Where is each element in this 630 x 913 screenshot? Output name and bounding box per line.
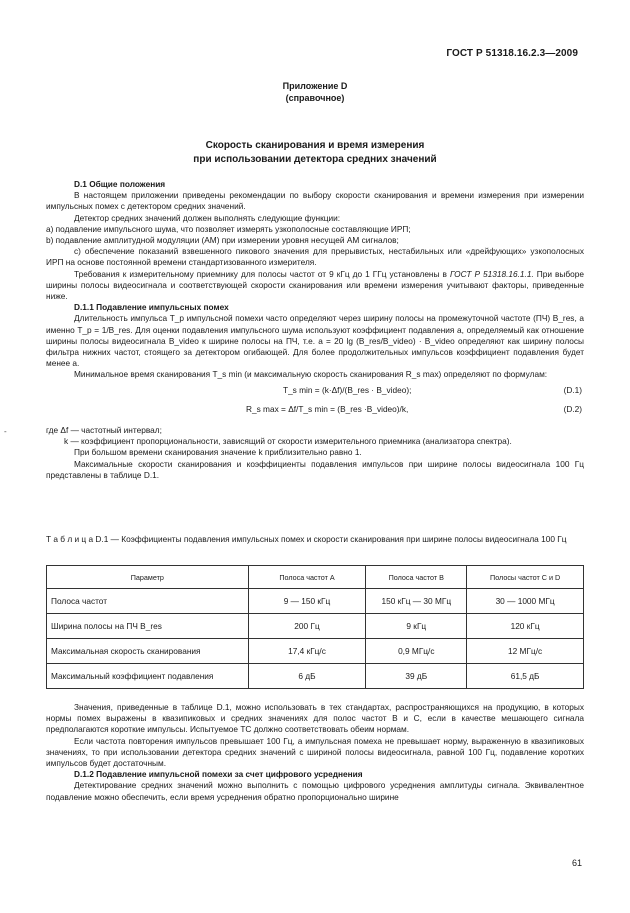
table-cell: 9 кГц <box>366 614 467 639</box>
table-cell: 6 дБ <box>248 664 366 689</box>
table-cell: 30 — 1000 МГц <box>467 589 584 614</box>
d1-para2: Детектор средних значений должен выполнять следующие функции: <box>74 212 341 223</box>
d1-item-a: а) подавление импульсного шума, что позволяет измерять узкополосные составляющие ИРП; <box>46 223 411 234</box>
table-header-cell: Полоса частот В <box>366 566 467 589</box>
table-cell: 61,5 дБ <box>467 664 584 689</box>
appendix-title: Приложение D <box>282 81 348 91</box>
d1-para3: Требования к измерительному приемнику для полосы частот от 9 кГц до 1 ГГц установлены в ГОСТ Р 51318.16.1.1. При выборе ширины полосы видеосигнала и соответствующей скорости сканирования или времени измерения учитывают факторы, приведенные ниже. <box>46 268 584 302</box>
d1-para1: В настоящем приложении приведены рекомендации по выбору скорости сканирования и времени измерения при измерении импульсных помех с детектором средних значений. <box>46 190 584 212</box>
after-para1: Значения, приведенные в таблице D.1, можно использовать в тех стандартах, распространяющихся на продукцию, в которых нормы помех выражены в квазипиковых и средних значениях для полос частот В и С, если в качестве мешающего сигнала предполагаются короткие импульсы. Испытуемое ТС должно соответствовать обеим нормам. <box>46 702 584 735</box>
d11-para2: Минимальное время сканирования T_s min (и максимальную скорость сканирования R_s max) определяют по формулам: <box>74 369 548 380</box>
formula-d1-number: (D.1) <box>563 385 582 395</box>
table-cell: 39 дБ <box>366 664 467 689</box>
table-header-cell: Параметр <box>47 566 249 589</box>
table-cell: 120 кГц <box>467 614 584 639</box>
after-para2: Если частота повторения импульсов превышает 100 Гц, а импульсная помеха не превышает норму, выраженную в квазипиковых значениях, то при использовании детектора средних значений с шириной полосы видеосигнала, равной 100 Гц, подавление коротких импульсов будет достаточным. <box>46 735 584 769</box>
where-line1: где Δf — частотный интервал; <box>46 425 162 435</box>
table-cell: Максимальная скорость сканирования <box>47 639 249 664</box>
d11-heading: D.1.1 Подавление импульсных помех <box>74 302 229 313</box>
gost-reference: ГОСТ Р 51318.16.1.1. <box>449 268 534 279</box>
where-line2: k — коэффициент пропорциональности, зависящий от скорости измерительного приемника (анализатора спектра). <box>64 436 512 447</box>
table-d1 <box>46 565 584 689</box>
table-cell: 17,4 кГц/с <box>248 639 366 664</box>
table-cell: 12 МГц/с <box>467 639 584 664</box>
table-cell: 200 Гц <box>248 614 366 639</box>
d11-para1: Длительность импульса T_p импульсной помехи часто определяют через ширину полосы на промежуточной частоте (ПЧ) B_res, а именно T_p = 1/B_res. Для оценки подавления импульсного шума используют коэффициент подавления a, определяемый как отношение ширины полосы видеосигнала B_video к ширине полосы на ПЧ, т.е. a = 20 lg (B_res/B_video) · B_video определяют как ширину полосы фильтра нижних частот, стоящего за детектором огибающей. Для более продолжительных импульсов коэффициент подавления будет менее a. <box>46 313 584 369</box>
table-row <box>47 639 584 664</box>
table-cell: Полоса частот <box>47 589 249 614</box>
table-cell: 0,9 МГц/с <box>366 639 467 664</box>
table-header-cell: Полосы частот С и D <box>467 566 584 589</box>
standard-header: ГОСТ Р 51318.16.2.3—2009 <box>446 48 578 59</box>
table-row <box>47 664 584 689</box>
table-cell: 9 — 150 кГц <box>248 589 366 614</box>
d12-heading: D.1.2 Подавление импульсной помехи за счет цифрового усреднения <box>74 769 363 780</box>
section-title-line1: Скорость сканирования и время измерения <box>205 140 425 151</box>
section-title-line2: при использовании детектора средних значений <box>193 154 437 165</box>
table-caption: Т а б л и ц а D.1 — Коэффициенты подавления импульсных помех и скорости сканирования при ширине полосы видеосигнала 100 Гц <box>46 534 567 544</box>
d11-para3: При большом времени сканирования значение k приблизительно равно 1. <box>74 447 362 458</box>
table-cell: 150 кГц — 30 МГц <box>366 589 467 614</box>
table-cell: Максимальный коэффициент подавления <box>47 664 249 689</box>
table-header-row <box>47 566 584 589</box>
d1-item-c: с) обеспечение показаний взвешенного пикового значения для прерывистых, нестабильных или «дрейфующих» узкополосных ИРП на основе постоянной времени стандартизованного измерителя. <box>46 246 584 268</box>
section-d1 <box>46 179 584 381</box>
appendix-subtitle: (справочное) <box>285 93 345 103</box>
after-table <box>46 702 584 803</box>
where-block <box>46 425 584 481</box>
formula-d2: R_s max = Δf/T_s min = (B_res ·B_video)/k, <box>246 404 409 414</box>
d11-para4: Максимальные скорости сканирования и коэффициенты подавления импульсов при ширине полосы видеосигнала 100 Гц представлены в таблице D.1. <box>46 458 584 480</box>
d12-para1: Детектирование средних значений можно выполнить с помощью цифрового усреднения амплитуды сигнала. Эквивалентное подавление можно обеспечить, если время усреднения обратно пропорционально ширине <box>46 780 584 802</box>
table-row <box>47 589 584 614</box>
d1-heading: D.1 Общие положения <box>74 179 166 189</box>
table-row <box>47 614 584 639</box>
table-header-cell: Полоса частот А <box>248 566 366 589</box>
d1-item-b: b) подавление амплитудной модуляции (АМ) при измерении уровня несущей АМ сигналов; <box>46 235 399 246</box>
table-cell: Ширина полосы на ПЧ B_res <box>47 614 249 639</box>
formula-d1: T_s min = (k·Δf)/(B_res · B_video); <box>283 385 412 395</box>
page-number: 61 <box>571 858 582 868</box>
margin-mark: - <box>4 427 7 436</box>
formula-d2-number: (D.2) <box>563 404 582 414</box>
